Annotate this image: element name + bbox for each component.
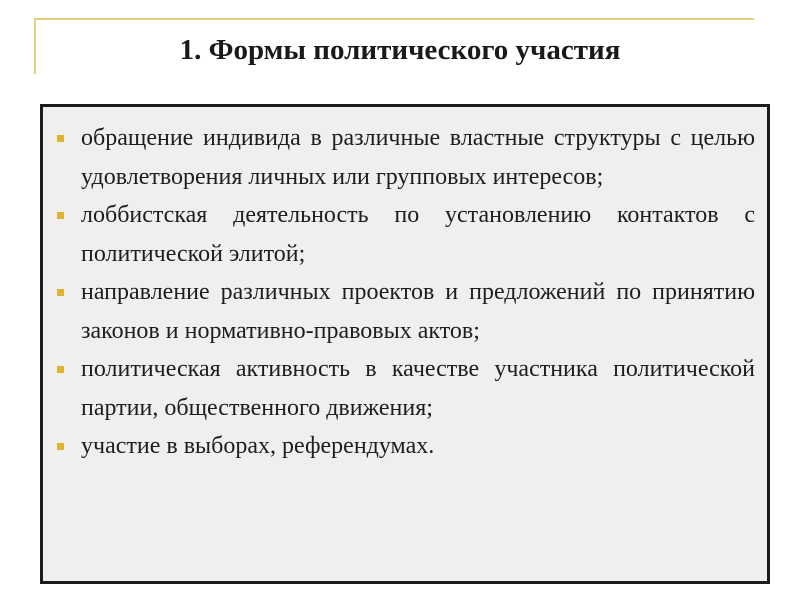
slide-title: 1. Формы политического участия xyxy=(179,34,621,66)
list-item xyxy=(55,119,755,196)
accent-line-top xyxy=(34,18,754,20)
list-item xyxy=(55,273,755,350)
list-item xyxy=(55,350,755,427)
list-item xyxy=(55,196,755,273)
bullet-list xyxy=(55,119,755,466)
list-item-text: лоббистская деятельность по установлению контактов с политической элитой; xyxy=(81,202,755,267)
square-bullet-icon xyxy=(57,443,64,450)
square-bullet-icon xyxy=(57,135,64,142)
content-box xyxy=(40,104,770,584)
list-item-text: обращение индивида в различные властные структуры с целью удовлетворения личных или групповых интересов; xyxy=(81,125,755,190)
square-bullet-icon xyxy=(57,212,64,219)
square-bullet-icon xyxy=(57,366,64,373)
list-item-text: направление различных проектов и предложений по принятию законов и нормативно-правовых актов; xyxy=(81,279,755,344)
list-item xyxy=(55,427,755,466)
list-item-text: участие в выборах, референдумах. xyxy=(81,433,435,459)
list-item-text: политическая активность в качестве участника политической партии, общественного движения; xyxy=(81,356,755,421)
square-bullet-icon xyxy=(57,289,64,296)
